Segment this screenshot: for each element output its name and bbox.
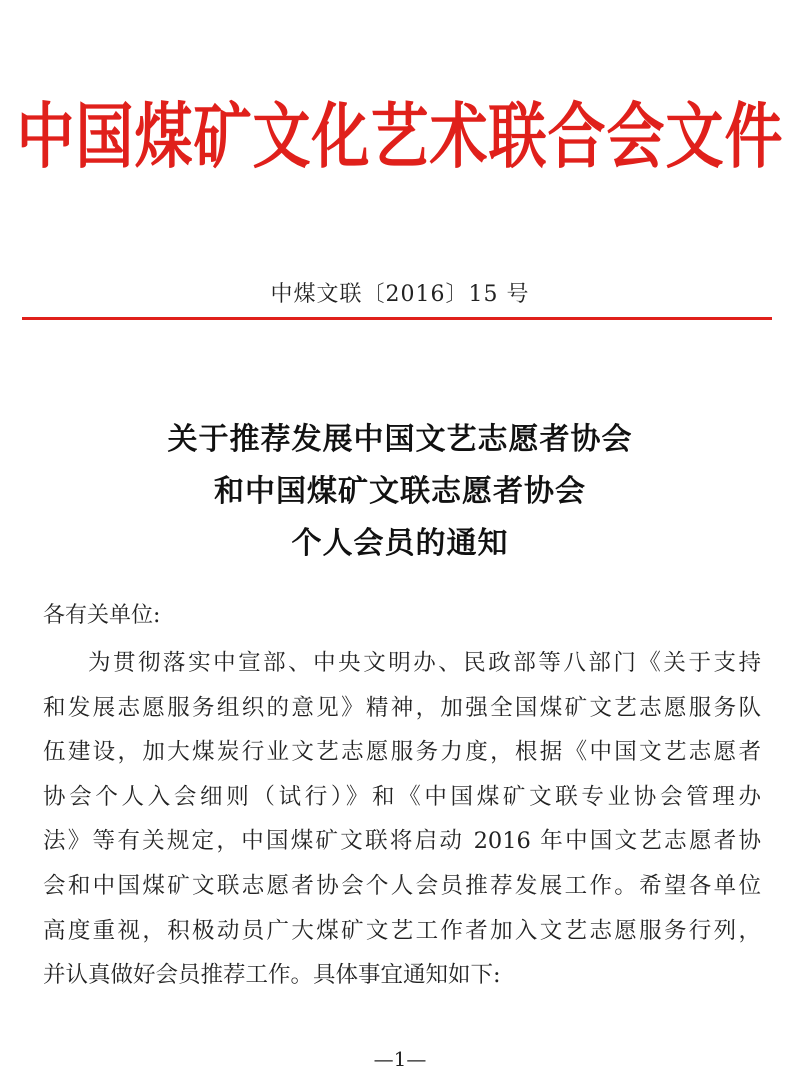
body-line: 为贯彻落实中宣部、中央文明办、民政部等八部门《关于支持 [88, 650, 761, 676]
organization-header: 中国煤矿文化艺术联合会文件 [16, 95, 784, 179]
body-line: 伍建设，加大煤炭行业文艺志愿服务力度，根据《中国文艺志愿者 [43, 739, 761, 766]
salutation: 各有关单位: [43, 603, 161, 628]
red-divider-line [22, 317, 772, 320]
body-line: 会和中国煤矿文联志愿者协会个人会员推荐发展工作。希望各单位 [43, 872, 761, 899]
notice-title [0, 414, 800, 570]
body-line: 和发展志愿服务组织的意见》精神，加强全国煤矿文艺志愿服务队 [43, 694, 761, 721]
body-line: 协会个人入会细则（试行）》和《中国煤矿文联专业协会管理办 [43, 783, 761, 810]
title-line-3: 个人会员的通知 [291, 526, 509, 561]
title-line-1: 关于推荐发展中国文艺志愿者协会 [167, 422, 633, 457]
page-number: —1— [373, 1047, 427, 1071]
body-line: 高度重视，积极动员广大煤矿文艺工作者加入文艺志愿服务行列， [43, 917, 761, 944]
body-line: 法》等有关规定，中国煤矿文联将启动 2016 年中国文艺志愿者协 [43, 828, 761, 855]
body-line: 并认真做好会员推荐工作。具体事宜通知如下: [43, 962, 501, 989]
title-line-2: 和中国煤矿文联志愿者协会 [214, 474, 586, 509]
document-number: 中煤文联〔2016〕15 号 [270, 282, 530, 307]
body-paragraph [43, 641, 761, 998]
